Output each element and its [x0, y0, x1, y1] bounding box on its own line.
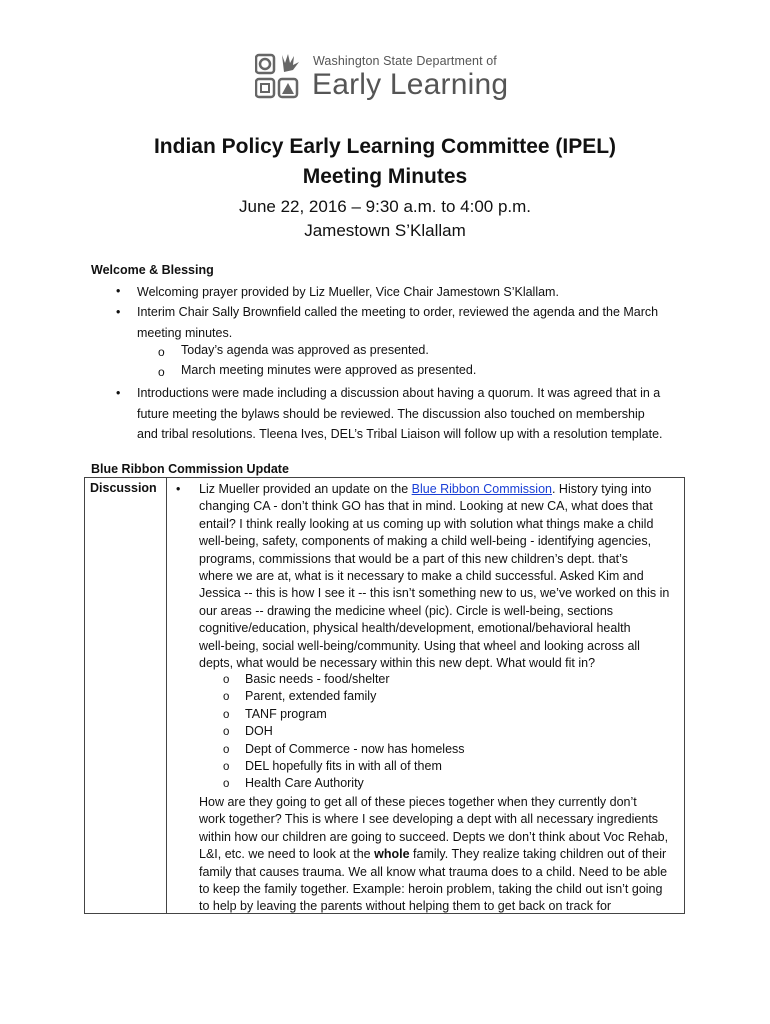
- text-line: cognitive/education, physical health/development, emotional/behavioral health: [199, 621, 631, 636]
- sub-bullet-icon: o: [223, 674, 230, 686]
- text-line: within how our children are going to succeed. Depts we don’t think about Voc Rehab,: [199, 829, 669, 844]
- del-logo: [253, 48, 523, 106]
- list-item: Dept of Commerce - now has homeless: [245, 742, 465, 756]
- bullet-icon: •: [116, 305, 121, 319]
- list-item: DOH: [245, 724, 273, 738]
- text-line: to help by leaving the parents without helping them to get back on track for: [199, 899, 612, 914]
- text-line: Liz Mueller provided an update on the Blue Ribbon Commission. History tying into: [199, 482, 652, 496]
- list-item: Basic needs - food/shelter: [245, 672, 390, 686]
- logo-mark-icon: [255, 52, 307, 102]
- bullet-icon: •: [176, 482, 181, 496]
- text-line: Jessica -- this is how I see it -- this isn’t something new to us, we’ve worked on this in: [199, 586, 670, 601]
- text-line: Introductions were made including a discussion about having a quorum. It was agreed that in a: [137, 386, 661, 400]
- welcome-item-1: [137, 282, 697, 303]
- discussion-label: Discussion: [90, 481, 157, 495]
- meeting-date: June 22, 2016 – 9:30 a.m. to 4:00 p.m.: [238, 197, 532, 216]
- text-line: where we are at, what is it necessary to make a child successful. Asked Kim and: [199, 569, 644, 584]
- sub-bullet-icon: o: [223, 691, 230, 703]
- text-line: programs, commissions that would be a part of this new children’s dept. that’s: [199, 551, 628, 566]
- text-line: changing CA - don’t think GO has that in mind. Looking at new CA, what does that: [199, 499, 653, 514]
- welcome-heading: Welcome & Blessing: [91, 263, 214, 277]
- text-line: Welcoming prayer provided by Liz Mueller, Vice Chair Jamestown S’Klallam.: [137, 285, 559, 299]
- sub-bullet-icon: o: [223, 709, 230, 721]
- text-line: How are they going to get all of these pieces together when they currently don’t: [199, 795, 637, 809]
- sub-bullet-icon: o: [223, 778, 230, 790]
- welcome-subitem-2: March meeting minutes were approved as presented.: [181, 363, 477, 377]
- list-item: Health Care Authority: [245, 776, 364, 790]
- blue-ribbon-heading: Blue Ribbon Commission Update: [91, 462, 289, 476]
- discussion-text-block-2: [199, 794, 684, 916]
- table-divider: [166, 477, 167, 914]
- welcome-item-3: [137, 383, 697, 445]
- bullet-icon: •: [116, 386, 121, 400]
- list-item: TANF program: [245, 707, 327, 721]
- text-line: future meeting the bylaws should be reviewed. The discussion also touched on membership: [137, 406, 645, 421]
- document-title: Indian Policy Early Learning Committee (IPEL): [153, 135, 617, 158]
- logo-line-2: Early Learning: [312, 68, 509, 101]
- welcome-item-2: [137, 302, 697, 343]
- text-line: L&I, etc. we need to look at the whole family. They realize taking children out of their: [199, 847, 667, 862]
- sub-bullet-icon: o: [158, 365, 165, 379]
- list-item: Parent, extended family: [245, 689, 377, 703]
- logo-line-1: Washington State Department of: [313, 54, 497, 68]
- text-line: work together? This is where I see developing a dept with all necessary ingredients: [199, 812, 659, 827]
- document-subtitle-heading: Meeting Minutes: [302, 165, 468, 188]
- sub-bullet-icon: o: [223, 761, 230, 773]
- text-line: entail? I think really looking at us coming up with solution what things make a child: [199, 516, 654, 531]
- text-line: family that causes trauma. We all know what trauma does to a child. Need to be able: [199, 864, 668, 879]
- bullet-icon: •: [116, 284, 121, 298]
- sub-bullet-icon: o: [158, 345, 165, 359]
- blue-ribbon-commission-link[interactable]: Blue Ribbon Commission: [411, 482, 552, 496]
- list-item: DEL hopefully fits in with all of them: [245, 759, 442, 773]
- welcome-subitem-1: Today’s agenda was approved as presented.: [181, 343, 429, 357]
- sub-bullet-icon: o: [223, 744, 230, 756]
- sub-bullet-icon: o: [223, 726, 230, 738]
- text-line: Interim Chair Sally Brownfield called the meeting to order, reviewed the agenda and the March: [137, 305, 659, 319]
- text-line: meeting minutes.: [137, 325, 233, 340]
- text-line: depts, what would be necessary within this new dept. What would fit in?: [199, 656, 596, 671]
- text-line: to keep the family together. Example: heroin problem, taking the child out isn’t going: [199, 882, 663, 897]
- text-line: our areas -- drawing the medicine wheel (pic). Circle is well-being, sections: [199, 603, 614, 618]
- meeting-location: Jamestown S’Klallam: [304, 221, 466, 240]
- discussion-text-block-1: [199, 481, 684, 672]
- text-line: and tribal resolutions. Tleena Ives, DEL’s Tribal Liaison will follow up with a resolution template.: [137, 427, 663, 441]
- text-line: well-being, social well-being/community. Using that wheel and looking across all: [199, 638, 640, 653]
- text-line: well-being, safety, components of making a child well-being - identifying agencies,: [199, 534, 652, 549]
